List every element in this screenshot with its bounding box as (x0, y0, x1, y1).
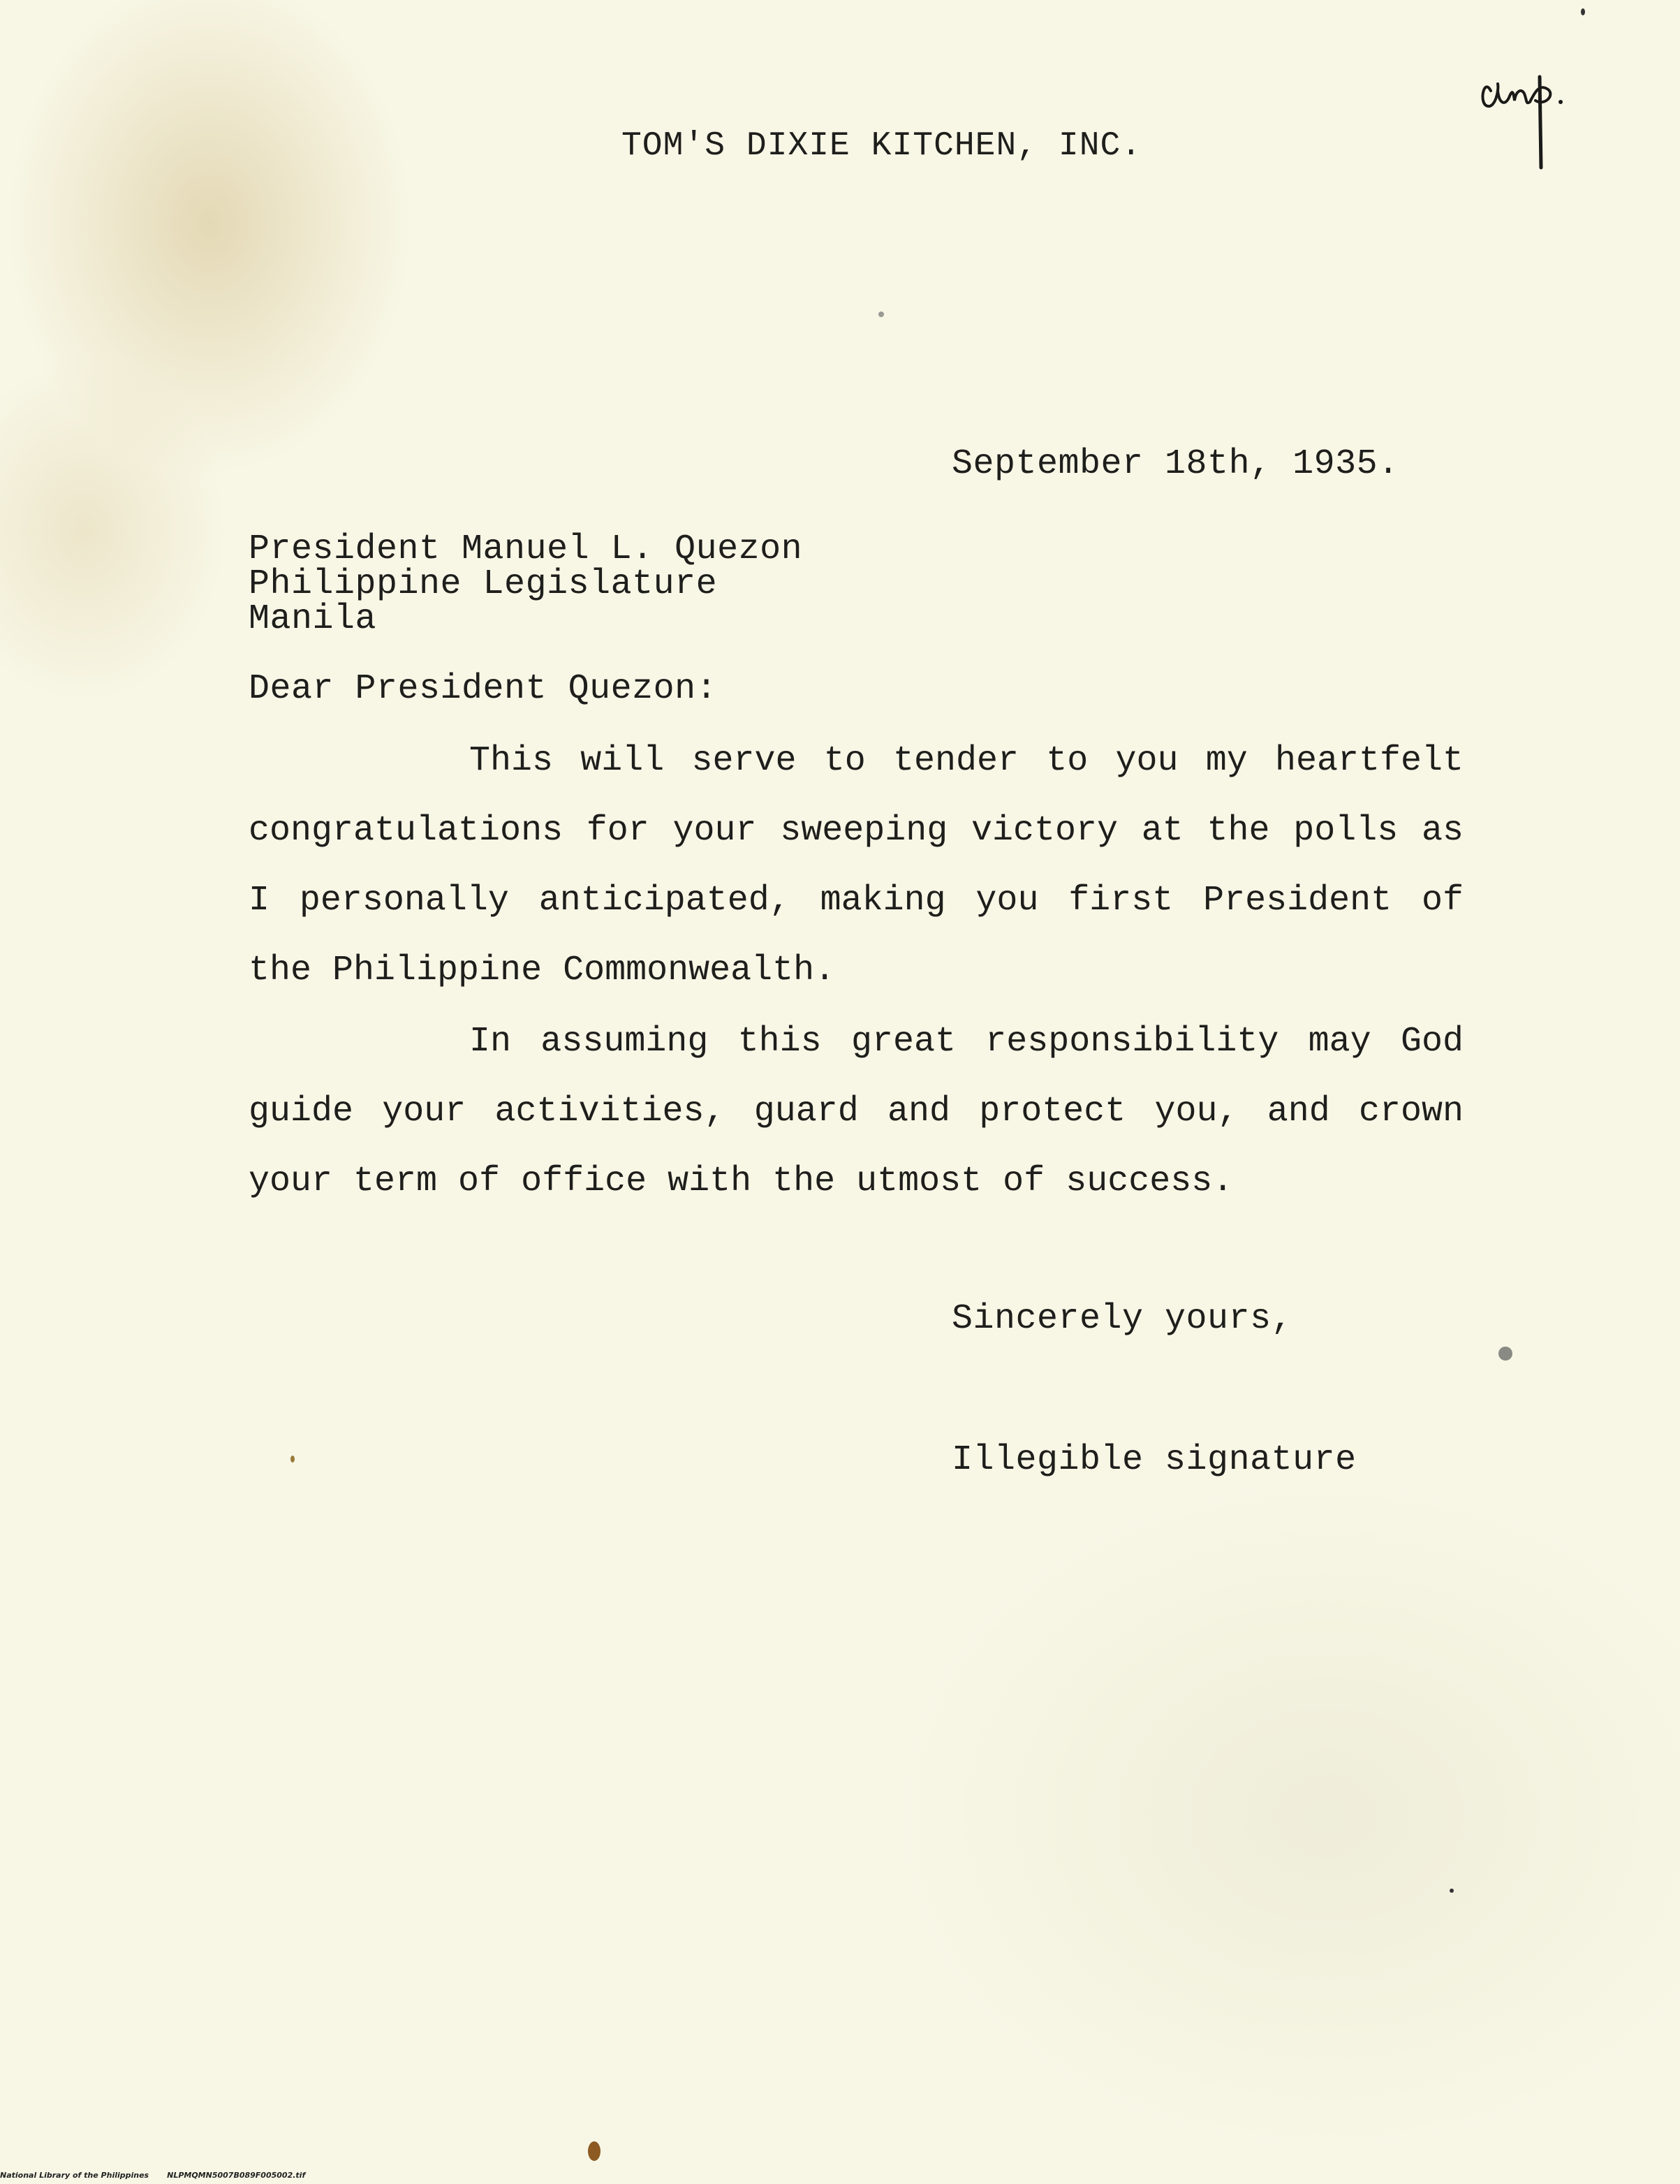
recipient-organization: Philippine Legislature (249, 564, 718, 604)
letterhead: TOM'S DIXIE KITCHEN, INC. (621, 127, 1142, 165)
recipient-city: Manila (249, 599, 377, 639)
paper-speck (1498, 1347, 1512, 1361)
footer-file-name: NLPMQMN5007B089F005002.tif (167, 2171, 306, 2180)
archive-footer (0, 2171, 323, 2180)
salutation: Dear President Quezon: (249, 669, 718, 709)
signature-note: Illegible signature (952, 1440, 1357, 1480)
paper-speck (290, 1456, 295, 1463)
paper-speck (588, 2141, 600, 2161)
paper-speck (1581, 8, 1585, 15)
body-paragraph-1: This will serve to tender to you my heartfelt congratulations for your sweeping victory at the polls as I personally anticipated, making you first President of the Philippine Commonwealth. (249, 741, 1464, 990)
handwritten-mark (1463, 49, 1575, 175)
footer-archive-name: National Library of the Philippines (0, 2171, 149, 2180)
closing: Sincerely yours, (952, 1299, 1293, 1339)
letter-date: September 18th, 1935. (952, 444, 1399, 484)
recipient-name: President Manuel L. Quezon (249, 529, 803, 569)
paper-speck (878, 312, 884, 317)
paper-speck (1450, 1889, 1454, 1893)
body-paragraph-2: In assuming this great responsibility may God guide your activities, guard and protect you, and crown your term of office with the utmost of success. (249, 1022, 1464, 1201)
